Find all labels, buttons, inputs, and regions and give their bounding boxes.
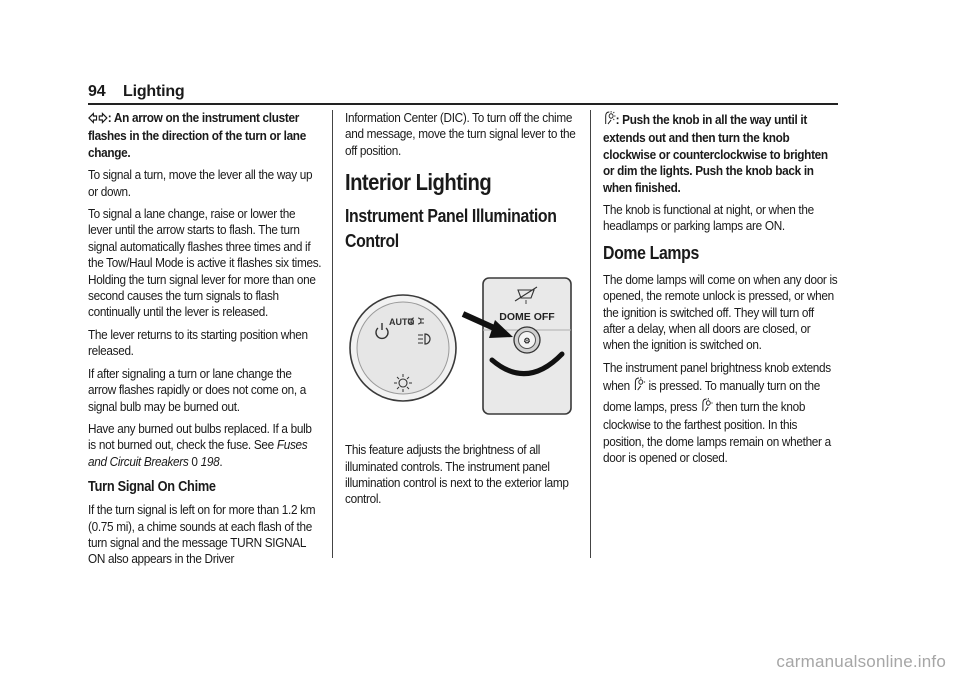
lane-change-paragraph: To signal a lane change, raise or lower the lever until the arrow starts to flash. The turn signal automatically flashes three times and if the Tow/Haul Mode is active it flashes six times. Holding the turn signal lever for more than one second causes the turn signals to flash continually until the lever is released. [88, 206, 322, 320]
bulb-replace-text: Have any burned out bulbs replaced. If a bulb is not burned out, check the fuse. See [88, 420, 312, 453]
brightness-knob-text-a: The instrument panel brightness knob extends when [603, 359, 831, 394]
instrument-brightness-icon [633, 376, 646, 396]
dimmer-knob [514, 327, 540, 353]
rapid-flash-paragraph: If after signaling a turn or lane change the arrow flashes rapidly or does not come on, a signal bulb may be burned out. [88, 365, 307, 414]
lever-return-paragraph: The lever returns to its starting position when released. [88, 326, 308, 359]
turn-signal-arrows-icon [88, 112, 108, 128]
period: . [219, 453, 223, 469]
dome-lamps-heading: Dome Lamps [603, 242, 699, 263]
column-1 [88, 110, 322, 574]
signal-turn-paragraph: To signal a turn, move the lever all the way up or down. [88, 167, 313, 199]
instrument-brightness-icon [700, 397, 713, 417]
lamp-control-figure [345, 268, 577, 428]
column-divider-2 [590, 110, 591, 558]
fuses-link[interactable]: Fuses and Circuit Breakers [88, 437, 308, 469]
knob-push-text: : Push the knob in all the way until it extends out and then turn the knob clockwise or counterclockwise to brighten or dim the lights. Push the knob back in when finished. [603, 112, 828, 195]
turn-arrow-text: : An arrow on the instrument cluster flashes in the direction of the turn or lane change. [88, 110, 306, 160]
dome-off-label: DOME OFF [499, 311, 555, 324]
turn-signal-chime-heading: Turn Signal On Chime [88, 479, 216, 496]
page-number: 94 [88, 83, 106, 100]
fuses-page-ref[interactable]: 198 [200, 453, 220, 469]
brightness-knob-paragraph [603, 360, 839, 466]
brightness-knob-text-b: is pressed. To manually turn on the dome lamps, press [603, 378, 820, 414]
bulb-replace-paragraph [88, 421, 322, 470]
knob-push-paragraph [603, 110, 839, 196]
dome-lamps-paragraph: The dome lamps will come on when any door is opened, the remote unlock is pressed, or when the ignition is switched off. They will turn off after a delay, when all doors are closed, or when the ignition is switched on. [603, 271, 838, 353]
interior-lighting-heading: Interior Lighting [345, 169, 492, 196]
brightness-knob-text-c: then turn the knob clockwise to the farthest position. In this position, the dome lamps remain on whether a door is opened or closed. [603, 398, 831, 465]
instrument-brightness-icon [603, 110, 616, 130]
exterior-lamp-knob [350, 295, 456, 401]
instrument-panel-heading: Instrument Panel Illumination Control [345, 206, 557, 252]
header-rule [88, 103, 838, 105]
column-divider-1 [332, 110, 333, 558]
turn-arrow-paragraph [88, 110, 322, 161]
dome-off-panel [483, 278, 571, 414]
svg-text:⚙: ⚙ [523, 336, 531, 346]
column-2 [345, 110, 577, 514]
chime-paragraph: If the turn signal is left on for more than 1.2 km (0.75 mi), a chime sounds at each flash of the turn signal and the message TURN SIGNAL ON also appears in the Driver [88, 502, 316, 567]
page-ref-arrow-icon: 0 [191, 453, 198, 469]
knob-functional-paragraph: The knob is functional at night, or when the headlamps or parking lamps are ON. [603, 202, 814, 234]
column-3 [603, 110, 839, 472]
auto-label: AUTO [389, 317, 415, 328]
page-header [88, 83, 838, 105]
section-title: Lighting [123, 83, 185, 100]
dic-paragraph: Information Center (DIC). To turn off the chime and message, move the turn signal lever to the off position. [345, 110, 576, 158]
watermark: carmanualsonline.info [776, 652, 946, 671]
feature-description-paragraph: This feature adjusts the brightness of all illuminated controls. The instrument panel illumination control is next to the exterior lamp control. [345, 442, 569, 507]
